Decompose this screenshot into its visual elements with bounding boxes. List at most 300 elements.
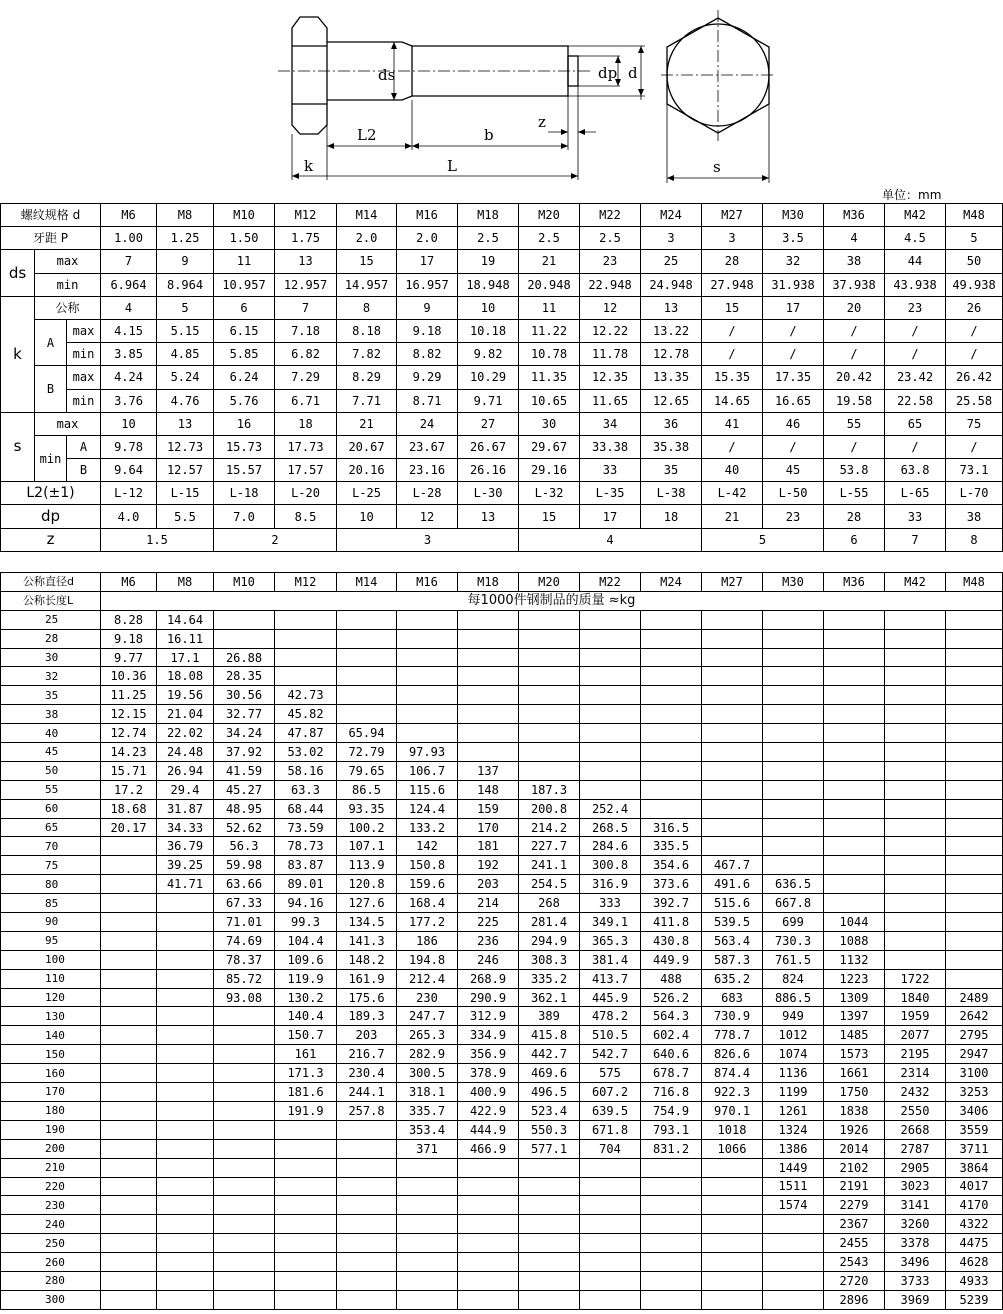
- sizes-cell: M20: [519, 204, 580, 227]
- ds-min-cell: 24.948: [641, 273, 702, 296]
- k-A-max-cell: 10.18: [458, 319, 519, 342]
- mass-cell: 47.87: [275, 724, 337, 743]
- mass-cell: [101, 1215, 157, 1234]
- mass-cell: [824, 894, 885, 913]
- ds-min-cell: 12.957: [275, 273, 337, 296]
- length-cell: 190: [1, 1120, 101, 1139]
- mass-cell: [157, 894, 214, 913]
- mass-cell: [580, 743, 641, 762]
- length-cell: 260: [1, 1253, 101, 1272]
- mass-cell: 678.7: [641, 1064, 702, 1083]
- mass-cell: [641, 686, 702, 705]
- mass-cell: [824, 705, 885, 724]
- k-A-min-cell: 8.82: [397, 343, 458, 366]
- mass-cell: 3711: [946, 1139, 1003, 1158]
- k-A-max-cell: 9.18: [397, 319, 458, 342]
- mass-cell: 187.3: [519, 780, 580, 799]
- mass-cell: 4322: [946, 1215, 1003, 1234]
- mass-cell: 137: [458, 761, 519, 780]
- dp-cell: 33: [885, 505, 946, 528]
- k-A-max-cell: 4.15: [101, 319, 157, 342]
- mass-cell: [397, 1158, 458, 1177]
- mass-cell: 373.6: [641, 875, 702, 894]
- mass-cell: 11.25: [101, 686, 157, 705]
- mass-cell: [519, 610, 580, 629]
- s-max-cell: 75: [946, 412, 1003, 435]
- mass-cell: [824, 780, 885, 799]
- s-B-min-cell: 23.16: [397, 459, 458, 482]
- mass-cell: 12.74: [101, 724, 157, 743]
- mass-cell: 170: [458, 818, 519, 837]
- table-row: [1, 931, 1003, 950]
- ds-min-cell: 10.957: [214, 273, 275, 296]
- dp-label: dp: [1, 505, 101, 528]
- mass-cell: [101, 856, 157, 875]
- mass-cell: [702, 1271, 763, 1290]
- ds-max-cell: 32: [763, 250, 824, 273]
- mass-cell: 1074: [763, 1045, 824, 1064]
- mass-cell: [702, 648, 763, 667]
- mass-cell: 353.4: [397, 1120, 458, 1139]
- dp-cell: 8.5: [275, 505, 337, 528]
- mass-cell: 177.2: [397, 913, 458, 932]
- ds-max-cell: 13: [275, 250, 337, 273]
- mass-cell: 20.17: [101, 818, 157, 837]
- k-B-max-cell: 15.35: [702, 366, 763, 389]
- mass-cell: [763, 743, 824, 762]
- mass-cell: 97.93: [397, 743, 458, 762]
- mass-cell: [641, 610, 702, 629]
- mass-cell: 362.1: [519, 988, 580, 1007]
- mass-cell: 89.01: [275, 875, 337, 894]
- mass-cell: 284.6: [580, 837, 641, 856]
- mass-cell: [763, 667, 824, 686]
- table-row: [1, 1139, 1003, 1158]
- mass-cell: 413.7: [580, 969, 641, 988]
- mass-cell: [763, 780, 824, 799]
- table-row: [1, 1271, 1003, 1290]
- length-cell: 25: [1, 610, 101, 629]
- length-cell: 250: [1, 1234, 101, 1253]
- k-nominal-label: 公称: [35, 296, 101, 319]
- table-row: [1, 913, 1003, 932]
- k-B-min-cell: 25.58: [946, 389, 1003, 412]
- mass-cell: 526.2: [641, 988, 702, 1007]
- mass-cell: [101, 1158, 157, 1177]
- s-A-min-cell: 35.38: [641, 435, 702, 458]
- mass-cell: [275, 610, 337, 629]
- mass-cell: 107.1: [337, 837, 397, 856]
- mass-cell: 65.94: [337, 724, 397, 743]
- mass-cell: [641, 1177, 702, 1196]
- table-row: [1, 1290, 1003, 1309]
- mass-cell: 2787: [885, 1139, 946, 1158]
- mass-cell: [157, 1215, 214, 1234]
- label-L: L: [447, 157, 457, 175]
- mass-cell: [519, 667, 580, 686]
- table-row: [1, 761, 1003, 780]
- mass-cell: [337, 1215, 397, 1234]
- mass-cell: [458, 1253, 519, 1272]
- dp-cell: 38: [946, 505, 1003, 528]
- mass-cell: 2489: [946, 988, 1003, 1007]
- mass-cell: 41.59: [214, 761, 275, 780]
- mass-cell: 142: [397, 837, 458, 856]
- ds-min-cell: 20.948: [519, 273, 580, 296]
- mass-cell: 241.1: [519, 856, 580, 875]
- mass-cell: 268: [519, 894, 580, 913]
- mass-cell: [946, 950, 1003, 969]
- mass-cell: [458, 1290, 519, 1309]
- mass-cell: 349.1: [580, 913, 641, 932]
- mass-cell: [580, 610, 641, 629]
- mass-cell: [702, 1158, 763, 1177]
- k-B-min-cell: 8.71: [397, 389, 458, 412]
- mass-cell: [885, 931, 946, 950]
- k-A-max-cell: /: [763, 319, 824, 342]
- mass-cell: [885, 761, 946, 780]
- mass-cell: [580, 629, 641, 648]
- mass-cell: 444.9: [458, 1120, 519, 1139]
- pitch-cell: 3.5: [763, 227, 824, 250]
- mass-cell: [157, 1101, 214, 1120]
- size-header: M36: [824, 573, 885, 592]
- mass-cell: 2947: [946, 1045, 1003, 1064]
- k-A-max-cell: 5.15: [157, 319, 214, 342]
- k-nominal-cell: 11: [519, 296, 580, 319]
- table-row: [1, 894, 1003, 913]
- label-d: d: [628, 64, 638, 82]
- mass-cell: 1223: [824, 969, 885, 988]
- s-max-cell: 10: [101, 412, 157, 435]
- s-B-min-cell: 20.16: [337, 459, 397, 482]
- mass-cell: [763, 648, 824, 667]
- pitch-cell: 1.75: [275, 227, 337, 250]
- nominal-diameter-header: 公称直径d: [1, 573, 101, 592]
- mass-cell: [458, 686, 519, 705]
- ds-min-cell: 16.957: [397, 273, 458, 296]
- mass-cell: 67.33: [214, 894, 275, 913]
- mass-cell: 3378: [885, 1234, 946, 1253]
- mass-cell: [702, 1215, 763, 1234]
- mass-cell: 636.5: [763, 875, 824, 894]
- k-B-min-cell: 4.76: [157, 389, 214, 412]
- table-row: [1, 856, 1003, 875]
- mass-cell: 4628: [946, 1253, 1003, 1272]
- ds-min-label: min: [35, 273, 101, 296]
- mass-cell: 93.08: [214, 988, 275, 1007]
- pitch-cell: 4.5: [885, 227, 946, 250]
- mass-cell: 2314: [885, 1064, 946, 1083]
- k-B-min-cell: 16.65: [763, 389, 824, 412]
- mass-cell: [580, 780, 641, 799]
- mass-cell: [275, 1253, 337, 1272]
- mass-cell: 392.7: [641, 894, 702, 913]
- k-nominal-cell: 8: [337, 296, 397, 319]
- mass-cell: 1012: [763, 1026, 824, 1045]
- mass-cell: 778.7: [702, 1026, 763, 1045]
- mass-cell: 1199: [763, 1083, 824, 1102]
- mass-cell: 150.8: [397, 856, 458, 875]
- s-grade-b-label: B: [67, 459, 101, 482]
- mass-cell: 1959: [885, 1007, 946, 1026]
- mass-cell: [885, 780, 946, 799]
- mass-cell: 542.7: [580, 1045, 641, 1064]
- k-A-min-cell: /: [946, 343, 1003, 366]
- mass-cell: [214, 1007, 275, 1026]
- k-B-min-cell: 10.65: [519, 389, 580, 412]
- mass-cell: [702, 818, 763, 837]
- mass-cell: [702, 724, 763, 743]
- mass-cell: [458, 705, 519, 724]
- mass-cell: [458, 1234, 519, 1253]
- mass-cell: [885, 799, 946, 818]
- table-row: [1, 1158, 1003, 1177]
- ds-max-cell: 50: [946, 250, 1003, 273]
- label-dp: dp: [598, 64, 618, 82]
- s-max-cell: 16: [214, 412, 275, 435]
- mass-cell: [702, 743, 763, 762]
- dp-cell: 12: [397, 505, 458, 528]
- length-cell: 35: [1, 686, 101, 705]
- mass-cell: [275, 1139, 337, 1158]
- mass-cell: [101, 837, 157, 856]
- mass-cell: [946, 931, 1003, 950]
- mass-cell: 381.4: [580, 950, 641, 969]
- mass-cell: 3559: [946, 1120, 1003, 1139]
- k-A-min-cell: /: [763, 343, 824, 366]
- mass-cell: 115.6: [397, 780, 458, 799]
- mass-cell: [275, 629, 337, 648]
- mass-cell: [580, 705, 641, 724]
- size-header: M24: [641, 573, 702, 592]
- ds-max-cell: 44: [885, 250, 946, 273]
- k-nominal-cell: 20: [824, 296, 885, 319]
- size-header: M14: [337, 573, 397, 592]
- mass-cell: [519, 761, 580, 780]
- mass-cell: 12.15: [101, 705, 157, 724]
- mass-cell: [519, 1290, 580, 1309]
- s-A-min-cell: /: [763, 435, 824, 458]
- mass-cell: [157, 969, 214, 988]
- mass-cell: [641, 1215, 702, 1234]
- mass-cell: [580, 724, 641, 743]
- mass-cell: 45.27: [214, 780, 275, 799]
- s-A-min-cell: 23.67: [397, 435, 458, 458]
- k-A-min-cell: 7.82: [337, 343, 397, 366]
- table-row: [1, 743, 1003, 762]
- k-A-min-cell: 6.82: [275, 343, 337, 366]
- mass-cell: [157, 1064, 214, 1083]
- mass-cell: [275, 1234, 337, 1253]
- mass-cell: 371: [397, 1139, 458, 1158]
- mass-cell: [337, 1177, 397, 1196]
- mass-cell: [337, 1196, 397, 1215]
- mass-cell: 175.6: [337, 988, 397, 1007]
- mass-cell: [101, 1101, 157, 1120]
- mass-cell: 335.7: [397, 1101, 458, 1120]
- mass-cell: 24.48: [157, 743, 214, 762]
- mass-cell: [946, 705, 1003, 724]
- length-cell: 240: [1, 1215, 101, 1234]
- ds-min-cell: 37.938: [824, 273, 885, 296]
- k-nominal-cell: 6: [214, 296, 275, 319]
- s-max-cell: 24: [397, 412, 458, 435]
- k-A-max-cell: 11.22: [519, 319, 580, 342]
- mass-cell: [641, 780, 702, 799]
- pitch-cell: 5: [946, 227, 1003, 250]
- mass-cell: 4170: [946, 1196, 1003, 1215]
- k-grade-a-label: A: [35, 319, 67, 365]
- mass-cell: [458, 648, 519, 667]
- mass-cell: 491.6: [702, 875, 763, 894]
- label-z: z: [538, 113, 546, 131]
- mass-cell: [885, 875, 946, 894]
- mass-cell: 1088: [824, 931, 885, 950]
- mass-cell: 130.2: [275, 988, 337, 1007]
- k-A-min-cell: 5.85: [214, 343, 275, 366]
- mass-cell: 1573: [824, 1045, 885, 1064]
- mass-cell: [157, 1007, 214, 1026]
- mass-cell: [519, 1177, 580, 1196]
- mass-cell: 58.16: [275, 761, 337, 780]
- s-B-min-cell: 29.16: [519, 459, 580, 482]
- k-B-min-cell: 11.65: [580, 389, 641, 412]
- mass-cell: 922.3: [702, 1083, 763, 1102]
- length-cell: 90: [1, 913, 101, 932]
- ds-min-cell: 27.948: [702, 273, 763, 296]
- mass-cell: 203: [458, 875, 519, 894]
- mass-cell: [946, 629, 1003, 648]
- mass-cell: 161: [275, 1045, 337, 1064]
- ds-max-cell: 21: [519, 250, 580, 273]
- mass-cell: 466.9: [458, 1139, 519, 1158]
- mass-cell: [275, 1215, 337, 1234]
- s-label: s: [1, 412, 35, 482]
- mass-cell: [641, 1234, 702, 1253]
- mass-cell: [397, 1234, 458, 1253]
- k-B-max-cell: 9.29: [397, 366, 458, 389]
- mass-cell: [946, 818, 1003, 837]
- sizes-cell: M18: [458, 204, 519, 227]
- l2-cell: L-55: [824, 482, 885, 505]
- s-B-min-cell: 33: [580, 459, 641, 482]
- mass-cell: 730.9: [702, 1007, 763, 1026]
- z-cell: 5: [702, 528, 824, 551]
- mass-cell: [580, 1196, 641, 1215]
- mass-cell: [157, 931, 214, 950]
- k-B-min-cell: 19.58: [824, 389, 885, 412]
- mass-cell: [885, 667, 946, 686]
- k-B-min-cell: 3.76: [101, 389, 157, 412]
- mass-cell: [702, 780, 763, 799]
- mass-cell: 550.3: [519, 1120, 580, 1139]
- k-A-max-cell: /: [885, 319, 946, 342]
- sizes-cell: M27: [702, 204, 763, 227]
- k-B-max-cell: 10.29: [458, 366, 519, 389]
- mass-cell: 30.56: [214, 686, 275, 705]
- k-nominal-cell: 4: [101, 296, 157, 319]
- mass-cell: [397, 1253, 458, 1272]
- size-header: M12: [275, 573, 337, 592]
- mass-cell: [337, 1234, 397, 1253]
- mass-cell: 94.16: [275, 894, 337, 913]
- k-grade-b-label: B: [35, 366, 67, 412]
- l2-cell: L-25: [337, 482, 397, 505]
- mass-cell: 671.8: [580, 1120, 641, 1139]
- mass-cell: 2455: [824, 1234, 885, 1253]
- mass-cell: 3733: [885, 1271, 946, 1290]
- mass-cell: 635.2: [702, 969, 763, 988]
- mass-cell: 39.25: [157, 856, 214, 875]
- mass-cell: [214, 1271, 275, 1290]
- s-B-min-cell: 40: [702, 459, 763, 482]
- mass-cell: [157, 1083, 214, 1102]
- table-row: [1, 969, 1003, 988]
- k-nominal-cell: 9: [397, 296, 458, 319]
- mass-cell: [885, 913, 946, 932]
- mass-cell: 86.5: [337, 780, 397, 799]
- mass-cell: [824, 686, 885, 705]
- mass-cell: 488: [641, 969, 702, 988]
- mass-cell: 42.73: [275, 686, 337, 705]
- mass-cell: [763, 610, 824, 629]
- z-label: z: [1, 528, 101, 551]
- mass-cell: 564.3: [641, 1007, 702, 1026]
- mass-cell: [397, 648, 458, 667]
- mass-cell: [337, 705, 397, 724]
- z-cell: 1.5: [101, 528, 214, 551]
- mass-cell: [702, 1253, 763, 1272]
- mass-cell: 230: [397, 988, 458, 1007]
- mass-cell: [580, 1158, 641, 1177]
- l2-cell: L-65: [885, 482, 946, 505]
- l2-cell: L-42: [702, 482, 763, 505]
- mass-cell: [580, 1215, 641, 1234]
- k-A-max-cell: 6.15: [214, 319, 275, 342]
- mass-cell: [397, 1177, 458, 1196]
- mass-cell: 2279: [824, 1196, 885, 1215]
- mass-table: [0, 572, 1003, 1310]
- mass-cell: 32.77: [214, 705, 275, 724]
- mass-cell: [885, 856, 946, 875]
- ds-min-cell: 49.938: [946, 273, 1003, 296]
- mass-cell: 3969: [885, 1290, 946, 1309]
- mass-cell: 109.6: [275, 950, 337, 969]
- mass-cell: [157, 1120, 214, 1139]
- k-B-max-cell: 7.29: [275, 366, 337, 389]
- mass-cell: [214, 1139, 275, 1158]
- s-A-min-cell: 15.73: [214, 435, 275, 458]
- length-cell: 80: [1, 875, 101, 894]
- mass-cell: [946, 648, 1003, 667]
- mass-cell: 282.9: [397, 1045, 458, 1064]
- ds-label: ds: [1, 250, 35, 296]
- k-a-max-label: max: [67, 319, 101, 342]
- ds-max-cell: 23: [580, 250, 641, 273]
- mass-cell: 1136: [763, 1064, 824, 1083]
- size-header: M48: [946, 573, 1003, 592]
- ds-max-cell: 19: [458, 250, 519, 273]
- mass-cell: [275, 1120, 337, 1139]
- l2-label: L2(±1): [1, 482, 101, 505]
- mass-cell: [824, 648, 885, 667]
- length-cell: 160: [1, 1064, 101, 1083]
- mass-cell: [580, 667, 641, 686]
- k-B-max-cell: 4.24: [101, 366, 157, 389]
- bolt-drawing: [0, 0, 1003, 190]
- k-A-min-cell: /: [702, 343, 763, 366]
